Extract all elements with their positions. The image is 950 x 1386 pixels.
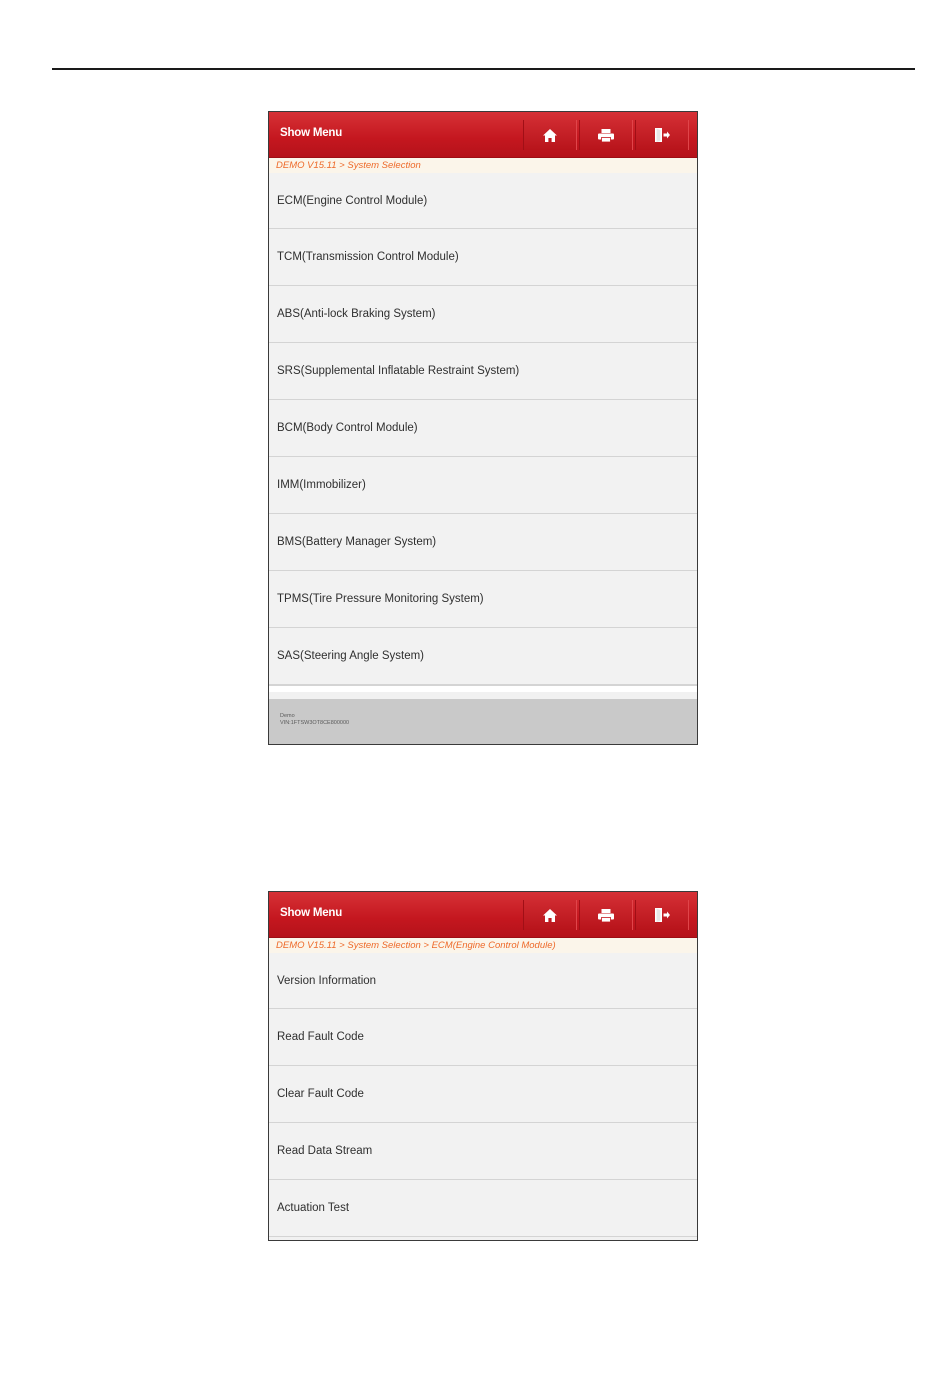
list-item-read-fault-code[interactable]: Read Fault Code bbox=[269, 1009, 697, 1066]
home-icon bbox=[542, 128, 558, 143]
list-item-read-data-stream[interactable]: Read Data Stream bbox=[269, 1123, 697, 1180]
top-bar bbox=[269, 892, 697, 938]
list-item-imm[interactable]: IMM(Immobilizer) bbox=[269, 457, 697, 514]
footer-vehicle-name: Demo bbox=[280, 713, 295, 719]
print-icon bbox=[597, 128, 615, 143]
list-scroll-edge bbox=[269, 685, 697, 692]
screenshot-system-selection bbox=[268, 111, 698, 745]
home-button[interactable] bbox=[523, 900, 577, 930]
exit-button[interactable] bbox=[635, 900, 689, 930]
list-item-clear-fault-code[interactable]: Clear Fault Code bbox=[269, 1066, 697, 1123]
show-menu-title[interactable]: Show Menu bbox=[280, 907, 343, 919]
list-item-tcm[interactable]: TCM(Transmission Control Module) bbox=[269, 229, 697, 286]
print-icon bbox=[597, 908, 615, 923]
list-item-bms[interactable]: BMS(Battery Manager System) bbox=[269, 514, 697, 571]
show-menu-title[interactable]: Show Menu bbox=[280, 127, 343, 139]
screenshot-ecm-functions bbox=[268, 891, 698, 1241]
list-item-actuation-test[interactable]: Actuation Test bbox=[269, 1180, 697, 1237]
page-header-rule bbox=[52, 68, 915, 70]
list-item-srs[interactable]: SRS(Supplemental Inflatable Restraint System) bbox=[269, 343, 697, 400]
list-item-abs[interactable]: ABS(Anti-lock Braking System) bbox=[269, 286, 697, 343]
exit-icon bbox=[653, 127, 671, 143]
exit-icon bbox=[653, 907, 671, 923]
breadcrumb: DEMO V15.11 > System Selection bbox=[269, 158, 697, 173]
exit-button[interactable] bbox=[635, 120, 689, 150]
function-list bbox=[269, 953, 697, 1237]
list-item-bcm[interactable]: BCM(Body Control Module) bbox=[269, 400, 697, 457]
home-icon bbox=[542, 908, 558, 923]
system-list bbox=[269, 173, 697, 685]
footer-vin: VIN:1FTSW3OT8CE800000 bbox=[280, 720, 350, 726]
home-button[interactable] bbox=[523, 120, 577, 150]
print-button[interactable] bbox=[579, 900, 633, 930]
print-button[interactable] bbox=[579, 120, 633, 150]
vehicle-info-footer bbox=[269, 699, 697, 744]
top-bar bbox=[269, 112, 697, 158]
breadcrumb: DEMO V15.11 > System Selection > ECM(Engine Control Module) bbox=[269, 938, 697, 953]
list-item-ecm[interactable]: ECM(Engine Control Module) bbox=[269, 173, 697, 229]
list-item-tpms[interactable]: TPMS(Tire Pressure Monitoring System) bbox=[269, 571, 697, 628]
list-item-version-information[interactable]: Version Information bbox=[269, 953, 697, 1009]
list-item-sas[interactable]: SAS(Steering Angle System) bbox=[269, 628, 697, 685]
